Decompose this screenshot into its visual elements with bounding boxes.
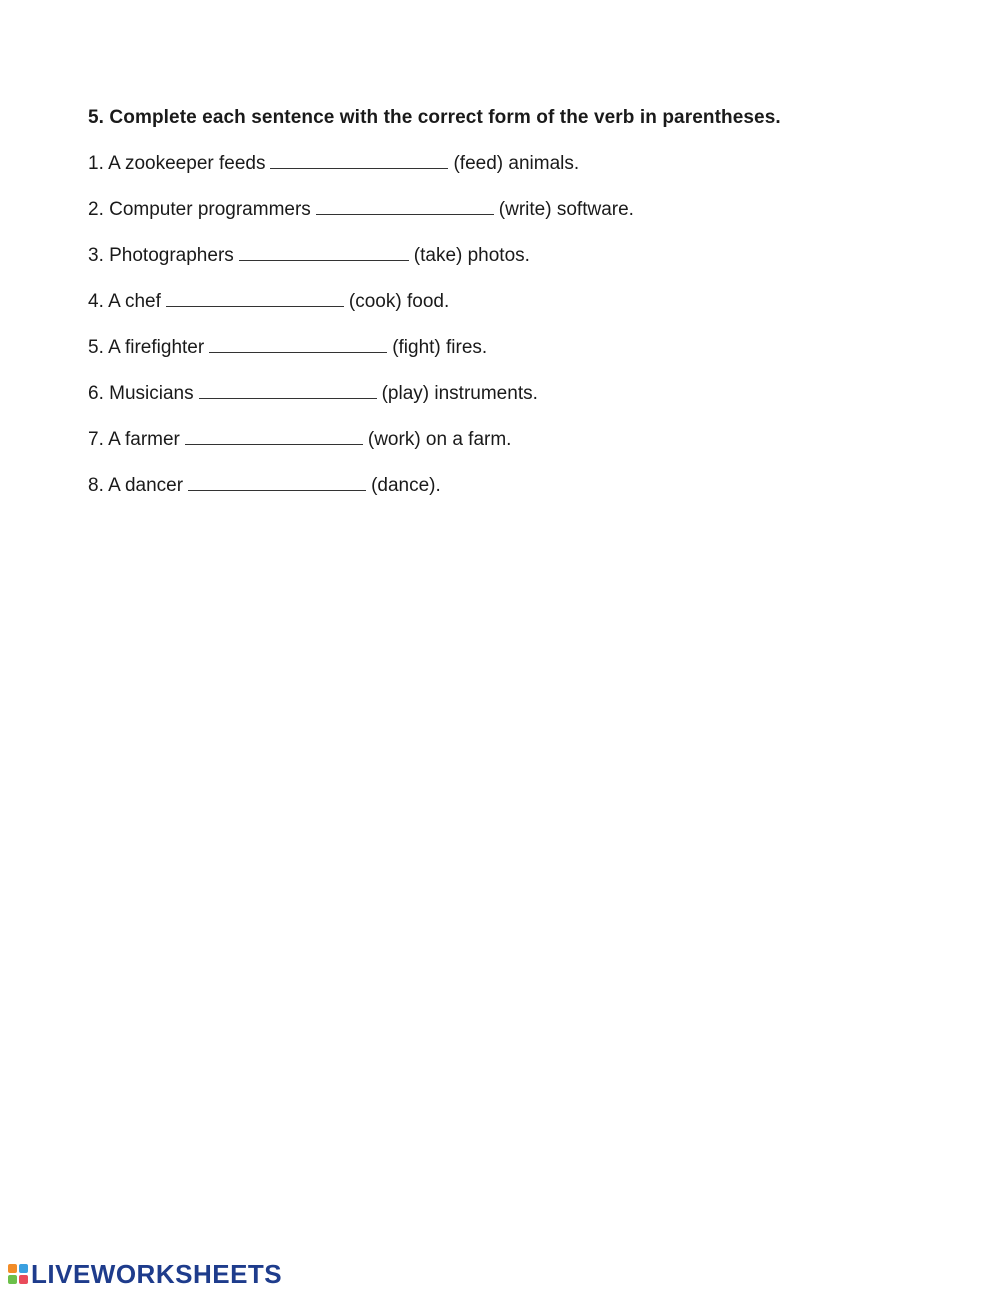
question-6: [88, 380, 948, 426]
question-text: 8. A dancer: [88, 475, 184, 496]
worksheet: [88, 104, 948, 518]
logo-square-1: [8, 1264, 17, 1273]
logo-text: LIVEWORKSHEETS: [31, 1258, 283, 1289]
answer-blank-5[interactable]: [209, 334, 387, 353]
logo-mark-icon: [8, 1264, 28, 1284]
question-list: [88, 150, 948, 518]
liveworksheets-logo[interactable]: [8, 1259, 282, 1289]
answer-blank-1[interactable]: [270, 150, 448, 169]
answer-blank-7[interactable]: [185, 426, 363, 445]
question-4: [88, 288, 948, 334]
question-1: [88, 150, 948, 196]
question-text: 2. Computer programmers: [88, 199, 311, 220]
question-text: 4. A chef: [88, 291, 161, 312]
question-hint: (play) instruments.: [381, 383, 538, 404]
answer-blank-4[interactable]: [166, 288, 344, 307]
question-hint: (take) photos.: [413, 245, 530, 266]
question-8: [88, 472, 948, 518]
question-hint: (work) on a farm.: [367, 429, 512, 450]
question-7: [88, 426, 948, 472]
question-5: [88, 334, 948, 380]
question-2: [88, 196, 948, 242]
question-text: 7. A farmer: [88, 429, 180, 450]
question-hint: (cook) food.: [348, 291, 450, 312]
answer-blank-6[interactable]: [199, 380, 377, 399]
answer-blank-3[interactable]: [239, 242, 409, 261]
question-text: 5. A firefighter: [88, 337, 205, 358]
question-text: 1. A zookeeper feeds: [88, 153, 266, 174]
question-hint: (feed) animals.: [453, 153, 580, 174]
answer-blank-2[interactable]: [316, 196, 494, 215]
question-text: 6. Musicians: [88, 383, 194, 404]
answer-blank-8[interactable]: [188, 472, 366, 491]
question-hint: (dance).: [371, 475, 441, 496]
question-text: 3. Photographers: [88, 245, 234, 266]
question-hint: (fight) fires.: [392, 337, 488, 358]
logo-square-4: [19, 1275, 28, 1284]
question-3: [88, 242, 948, 288]
question-hint: (write) software.: [498, 199, 634, 220]
logo-square-2: [19, 1264, 28, 1273]
logo-square-3: [8, 1275, 17, 1284]
exercise-title: 5. Complete each sentence with the correct form of the verb in parentheses.: [88, 107, 781, 128]
